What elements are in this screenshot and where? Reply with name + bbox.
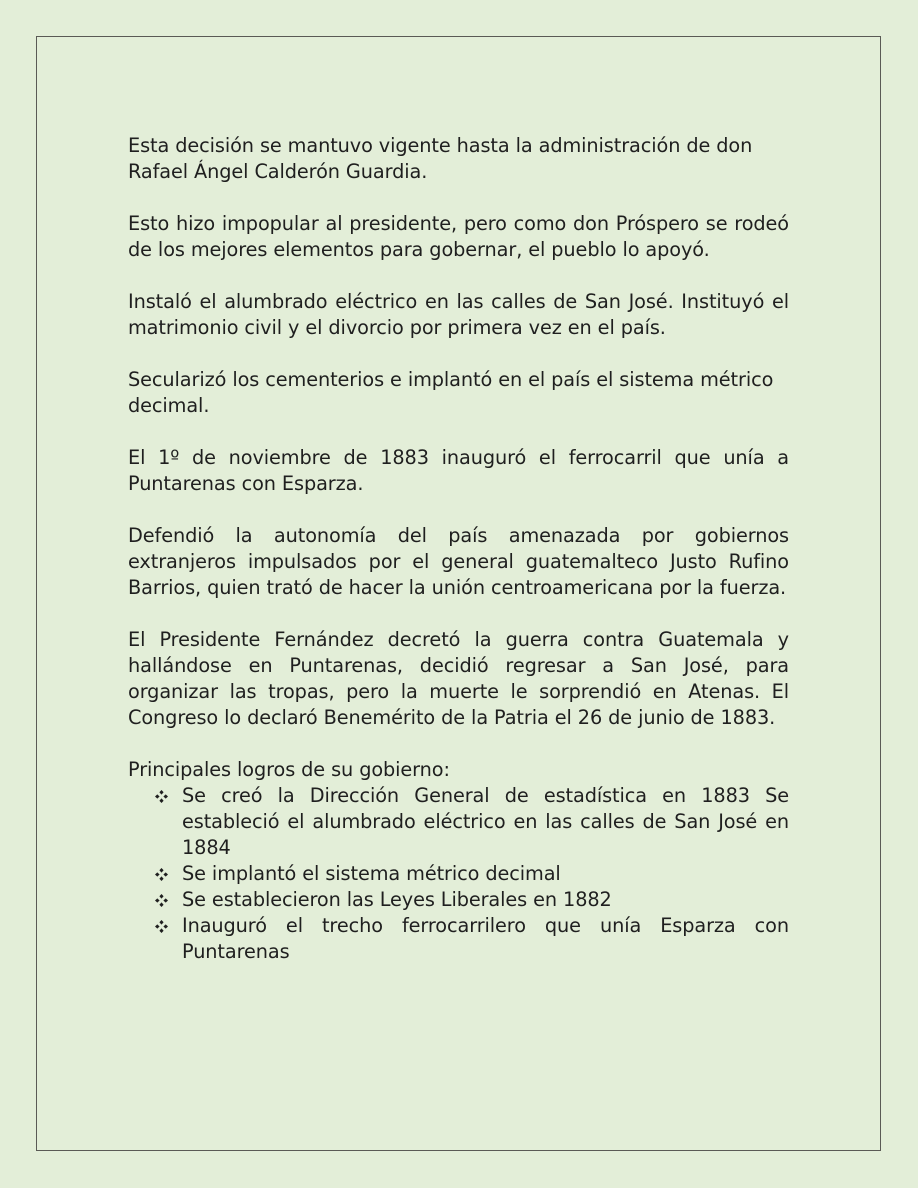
list-item-text: Se implantó el sistema métrico decimal [182, 862, 561, 885]
list-item-text: Inauguró el trecho ferrocarrilero que unía Esparza con Puntarenas [182, 914, 789, 963]
achievements-list [128, 783, 789, 965]
paragraph-7: El Presidente Fernández decretó la guerra contra Guatemala y hallándose en Puntarenas, decidió regresar a San José, para organizar las tropas, pero la muerte le sorprendió en Atenas. El Congreso lo declaró Benemérito de la Patria el 26 de junio de 1883. [128, 628, 789, 729]
document-body [128, 133, 789, 965]
list-item-text: Se establecieron las Leyes Liberales en 1882 [182, 888, 612, 911]
paragraph-6: Defendió la autonomía del país amenazada por gobiernos extranjeros impulsados por el general guatemalteco Justo Rufino Barrios, quien trató de hacer la unión centroamericana por la fuerza. [128, 524, 789, 599]
list-item-text: Se creó la Dirección General de estadística en 1883 Se estableció el alumbrado eléctrico en las calles de San José en 1884 [182, 784, 789, 859]
list-item [128, 887, 789, 913]
four-diamond-bullet-icon [155, 783, 175, 809]
achievements-title: Principales logros de su gobierno: [128, 758, 450, 781]
paragraph-1: Esta decisión se mantuvo vigente hasta la administración de don Rafael Ángel Calderón Guardia. [128, 134, 753, 183]
paragraph-2: Esto hizo impopular al presidente, pero como don Próspero se rodeó de los mejores elementos para gobernar, el pueblo lo apoyó. [128, 212, 789, 261]
paragraph-4: Secularizó los cementerios e implantó en el país el sistema métrico decimal. [128, 368, 774, 417]
four-diamond-bullet-icon [155, 861, 175, 887]
list-item [128, 861, 789, 887]
list-item [128, 913, 789, 965]
four-diamond-bullet-icon [155, 913, 175, 939]
four-diamond-bullet-icon [155, 887, 175, 913]
paragraph-5: El 1º de noviembre de 1883 inauguró el ferrocarril que unía a Puntarenas con Esparza. [128, 446, 789, 495]
paragraph-3: Instaló el alumbrado eléctrico en las calles de San José. Instituyó el matrimonio civil y el divorcio por primera vez en el país. [128, 290, 789, 339]
list-item [128, 783, 789, 861]
